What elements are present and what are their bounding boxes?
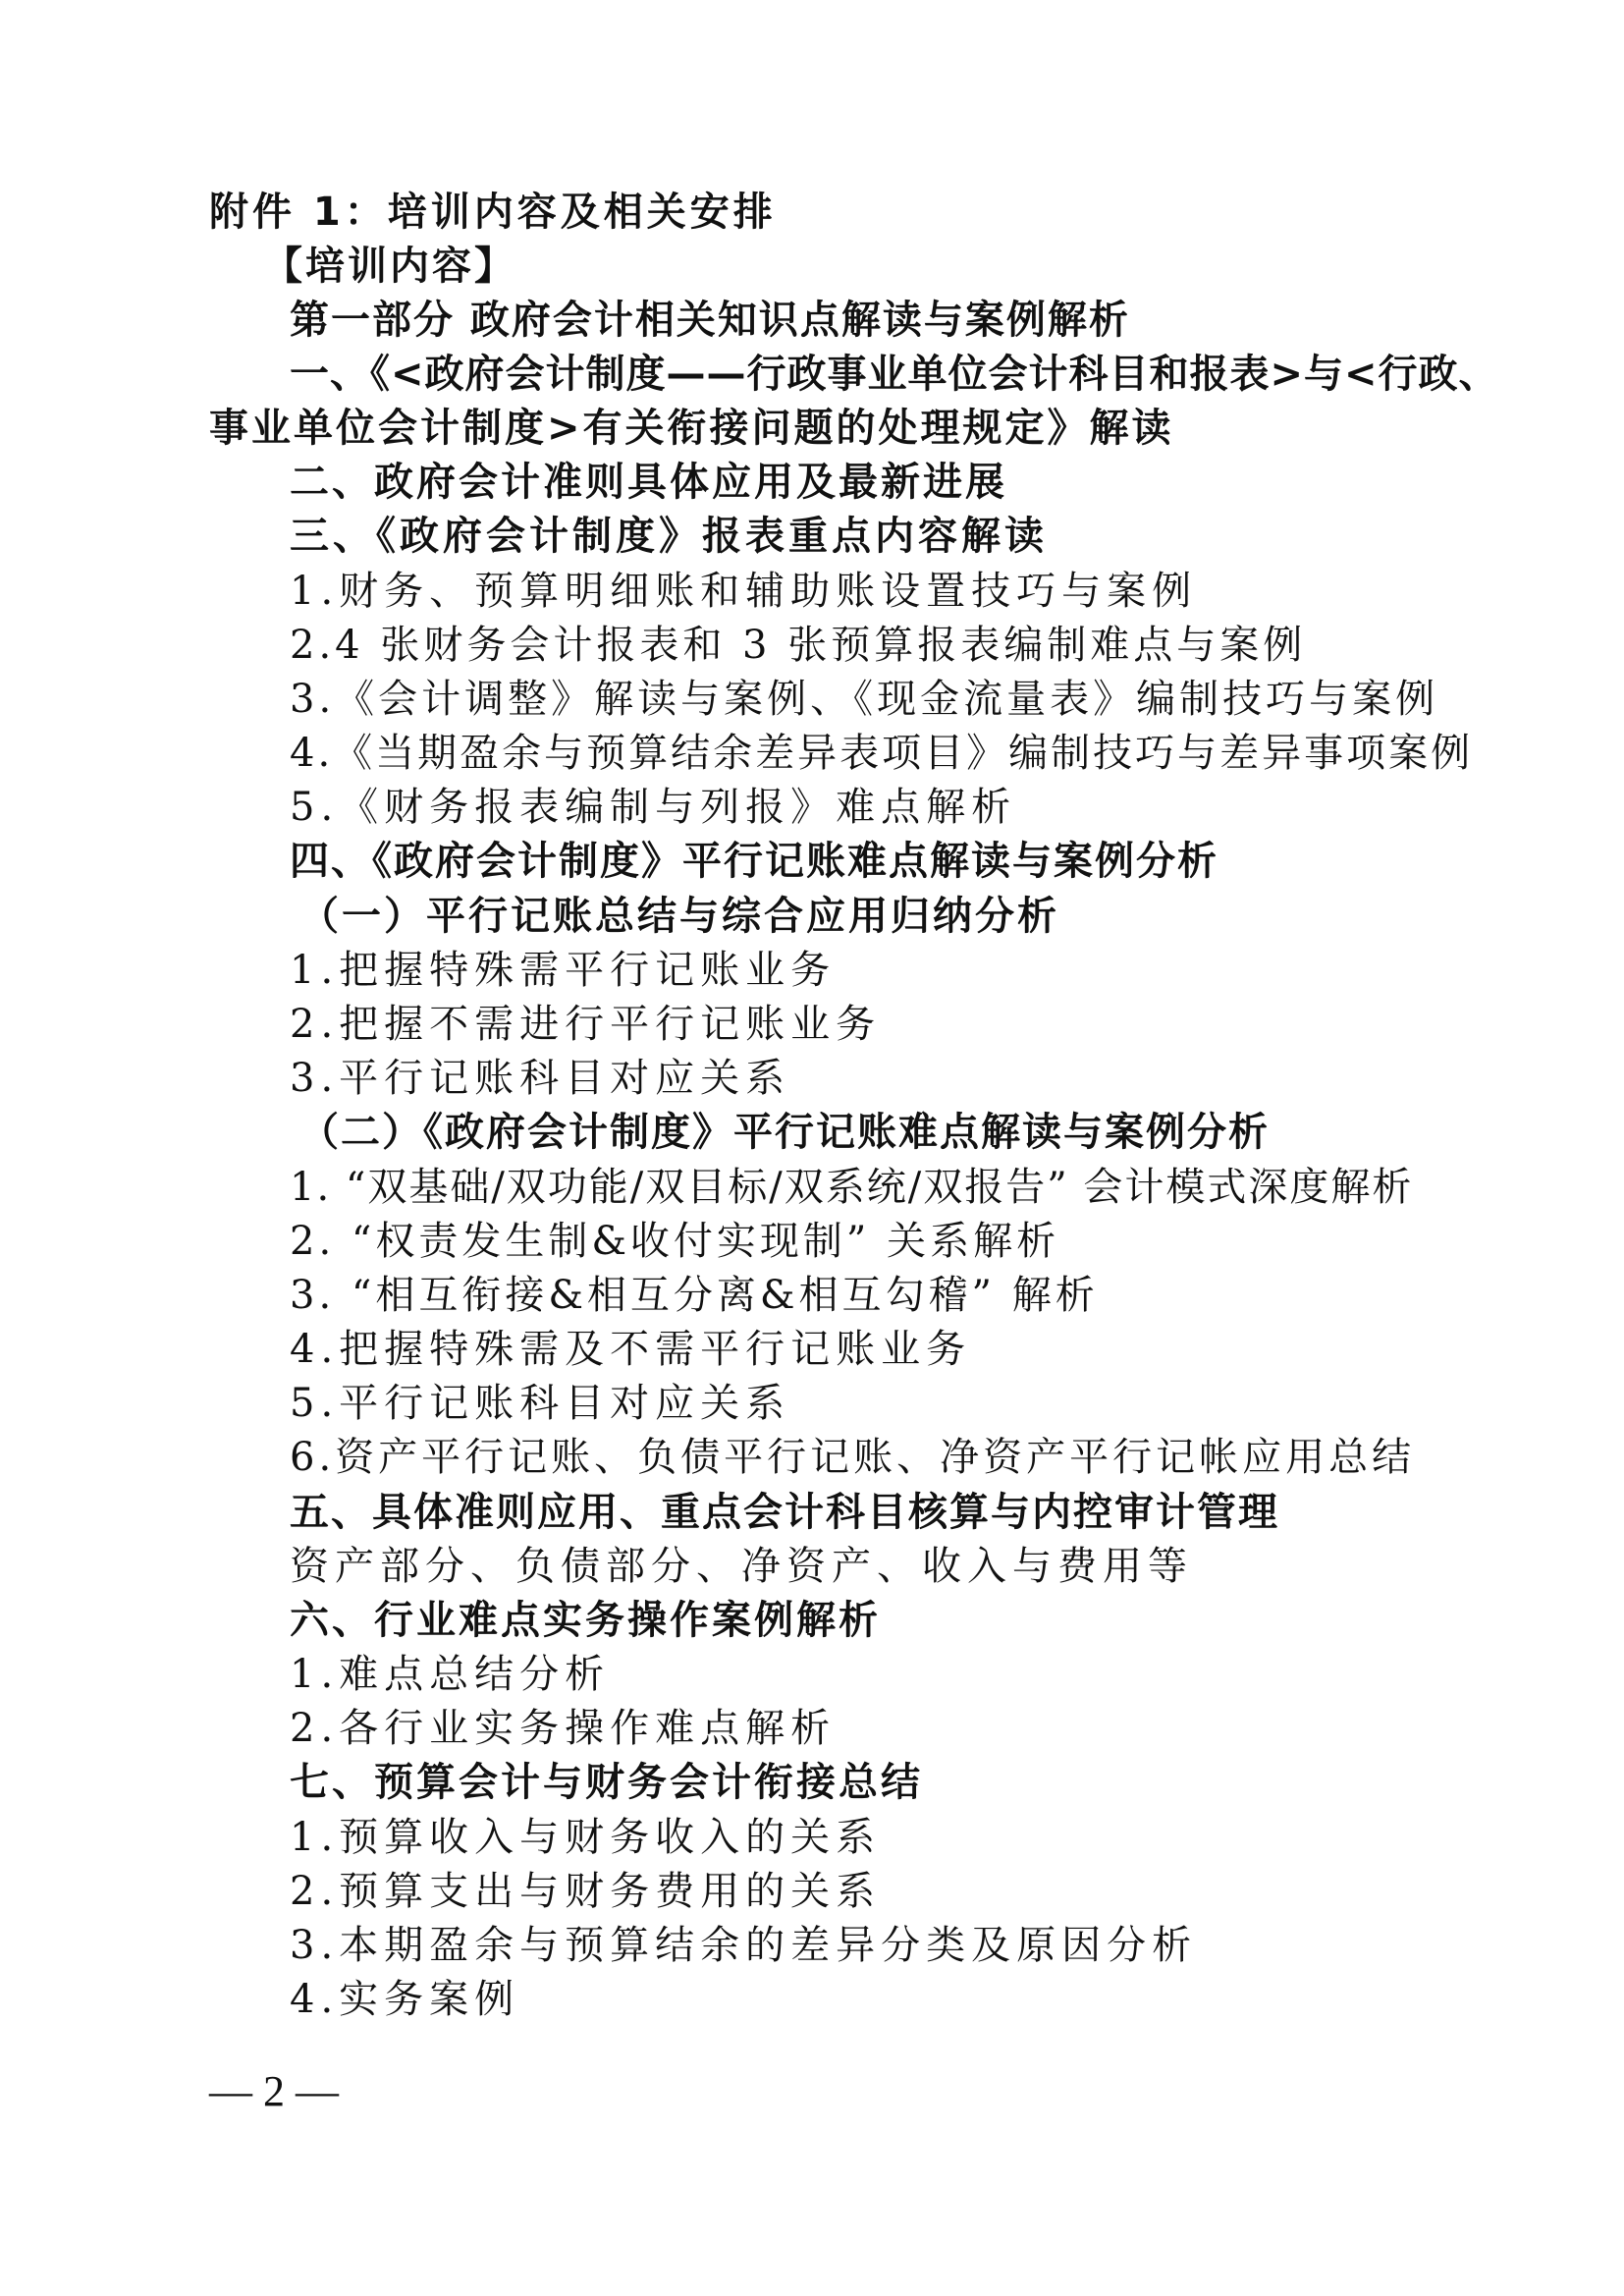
section-title: 一、《<政府会计制度——行政事业单位会计科目和报表>与<行政、 <box>290 352 1499 397</box>
section-title: 七、预算会计与财务会计衔接总结 <box>290 1760 923 1805</box>
list-item: 5.《财务报表编制与列报》难点解析 <box>290 785 1017 830</box>
section-title: 二、政府会计准则具体应用及最新进展 <box>290 460 1007 505</box>
list-item: 5.平行记账科目对应关系 <box>290 1381 791 1426</box>
attachment-title: 附件 1：培训内容及相关安排 <box>209 190 777 235</box>
list-item: 2. “权责发生制&收付实现制” 关系解析 <box>290 1219 1060 1264</box>
list-item: 资产部分、负债部分、净资产、收入与费用等 <box>290 1544 1193 1589</box>
section-title: （一）平行记账总结与综合应用归纳分析 <box>299 894 1059 939</box>
list-item: 1.难点总结分析 <box>290 1652 611 1697</box>
list-item: 1.把握特殊需平行记账业务 <box>290 948 837 993</box>
list-item: 2.预算支出与财务费用的关系 <box>290 1869 882 1914</box>
section-heading: 【培训内容】 <box>263 244 516 289</box>
list-item: 4.《当期盈余与预算结余差异表项目》编制技巧与差异事项案例 <box>290 731 1474 776</box>
list-item: 2.把握不需进行平行记账业务 <box>290 1002 882 1047</box>
section-title: 四、《政府会计制度》平行记账难点解读与案例分析 <box>290 839 1218 884</box>
section-title: 事业单位会计制度>有关衔接问题的处理规定》解读 <box>209 406 1174 451</box>
section-title: 五、具体准则应用、重点会计科目核算与内控审计管理 <box>290 1490 1279 1535</box>
section-title: 三、《政府会计制度》报表重点内容解读 <box>290 514 1048 559</box>
part-one-title: 第一部分 政府会计相关知识点解读与案例解析 <box>290 298 1130 343</box>
list-item: 3.《会计调整》解读与案例、《现金流量表》编制技巧与案例 <box>290 677 1439 722</box>
page-number: — 2 — <box>209 2067 339 2115</box>
list-item: 3.平行记账科目对应关系 <box>290 1056 791 1101</box>
list-item: 4.实务案例 <box>290 1977 520 2022</box>
section-title: 六、行业难点实务操作案例解析 <box>290 1598 881 1643</box>
list-item: 1.预算收入与财务收入的关系 <box>290 1815 882 1860</box>
list-item: 1.财务、预算明细账和辅助账设置技巧与案例 <box>290 569 1198 614</box>
list-item: 2.4 张财务会计报表和 3 张预算报表编制难点与案例 <box>290 623 1307 668</box>
list-item: 2.各行业实务操作难点解析 <box>290 1706 837 1751</box>
list-item: 6.资产平行记账、负债平行记账、净资产平行记帐应用总结 <box>290 1435 1416 1480</box>
section-title: （二）《政府会计制度》平行记账难点解读与案例分析 <box>299 1110 1270 1155</box>
list-item: 3.本期盈余与预算结余的差异分类及原因分析 <box>290 1923 1198 1968</box>
list-item: 3. “相互衔接&相互分离&相互勾稽” 解析 <box>290 1273 1099 1318</box>
list-item: 4.把握特殊需及不需平行记账业务 <box>290 1327 972 1372</box>
list-item: 1. “双基础/双功能/双目标/双系统/双报告” 会计模式深度解析 <box>290 1165 1414 1210</box>
